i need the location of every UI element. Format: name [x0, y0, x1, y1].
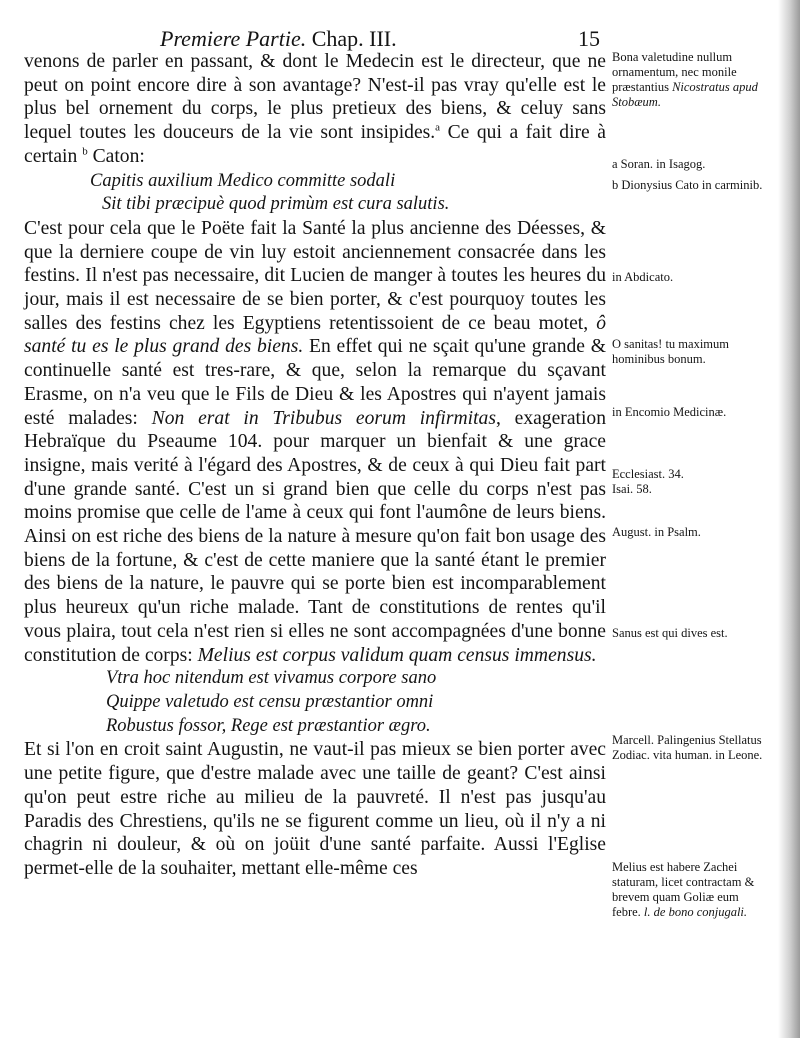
- main-text: [24, 50, 606, 881]
- paragraph-2: [24, 217, 606, 667]
- margin-note-4: in Abdicato.: [612, 270, 674, 284]
- paragraph-2-italic-motet: ô santé tu es le plus grand des biens.: [24, 312, 606, 358]
- margin-note-10: Marcell. Palingenius Stellatus Zodiac. vita human. in Leone.: [612, 733, 763, 762]
- margin-note-2: a Soran. in Isagog.: [612, 157, 706, 171]
- paragraph-3: Et si l'on en croit saint Augustin, ne vaut-il pas mieux se bien porter avec une petite figure, que d'estre malade avec une taille de geant? C'est ainsi qu'on peut estre riche au milieu de la pauvreté. Il n'est pas jusqu'au Paradis des Chrestiens, qu'ils ne se figurent comme un lieu, où il n'y a ni chagrin ni douleur, & où on joüit d'une santé parfaite. Aussi l'Eglise permet-elle de la souhaiter, mettant elle-même ces: [24, 739, 606, 879]
- header-chapter: Chap. III.: [311, 26, 397, 51]
- margin-note-7-line-2: Isai. 58.: [612, 482, 652, 496]
- margin-note-11: [612, 860, 768, 920]
- latin-quote-line-1: Capitis auxilium Medico committe sodali: [90, 170, 396, 191]
- paragraph-1-text: venons de parler en passant, & dont le Medecin est le directeur, que ne peut on point encore dire à son avantage? N'est-il pas vray qu'elle est le plus bel ornement du corps, le plus pretieux des biens, & celuy sans lequel toutes les douceurs de la vie sont insipides.: [24, 51, 606, 144]
- paragraph-2-text-c: , exageration Hebraïque du Pseaume 104. pour marquer un bienfait & une grace insigne, mais verité à l'égard des Apostres, & de ceux à qui Dieu fait part d'une grande santé. C'est un si grand bien que celle du corps n'est pas moins promise que celle de l'ame à ceux qui font l'aumône de leurs biens. Ainsi on est riche des biens de la nature à mesure qu'on fait bon usage des biens de la fortune, & c'est de cette maniere que la santé étant le premier des biens de la nature, le pauvre qui se porte bien est incomparablement plus heureux qu'un riche malade. Tant de constitutions de rentes qu'il vous plaira, tout cela n'est rien si elles ne sont accompagnées d'une bonne constitution de corps:: [24, 407, 607, 666]
- header-part: Premiere Partie.: [160, 26, 307, 51]
- verse-line-2: Quippe valetudo est censu præstantior omni: [106, 691, 434, 712]
- latin-quote-line-2: Sit tibi præcipuè quod primùm est cura salutis.: [102, 194, 450, 215]
- margin-note-1: [612, 50, 768, 110]
- page-gutter-shadow: [778, 0, 800, 1038]
- margin-note-11-source: l. de bono conjugali.: [643, 905, 748, 919]
- verse-line-3: Robustus fossor, Rege est præstantior ægro.: [106, 715, 431, 736]
- paragraph-2-italic-psalm: Non erat in Tribubus eorum infirmitas: [151, 407, 496, 429]
- margin-note-7-line-1: Ecclesiast. 34.: [612, 467, 684, 481]
- page-number: 15: [578, 26, 600, 51]
- margin-note-3: b Dionysius Cato in carminib.: [612, 178, 763, 192]
- paragraph-1-mid: Ce qui a fait dire à certain: [24, 122, 606, 167]
- margin-note-8: August. in Psalm.: [612, 525, 701, 539]
- paragraph-2-text-a: C'est pour cela que le Poëte fait la Santé la plus ancienne des Déesses, & que la derniere coupe de vin luy estoit anciennement consacrée dans les festins. Il n'est pas necessaire, dit Lucien de manger à toutes les heures du jour, mais il est necessaire de se bien porter, & c'est pourquoy toutes les salles des festins chez les Egyptiens retentissoient de ce beau motet,: [24, 217, 606, 334]
- footnote-ref-b: b: [82, 145, 88, 158]
- paragraph-1-end: Caton:: [87, 145, 145, 167]
- footnote-ref-a: a: [435, 121, 441, 134]
- margin-note-1-source: Nicostratus apud Stobæum.: [612, 80, 758, 109]
- margin-note-6: in Encomio Medicinæ.: [612, 405, 727, 419]
- margin-note-11-text: Melius est habere Zachei staturam, licet contractam & brevem quam Goliæ eum febre.: [612, 860, 755, 919]
- paragraph-2-text-b: En effet qui ne sçait qu'une grande & continuelle santé est tres-rare, & que, selon la remarque du sçavant Erasme, on n'a veu que le Fils de Dieu & les Apostres qui n'ayent jamais esté malades:: [24, 336, 607, 429]
- margin-note-7: [612, 467, 768, 497]
- paragraph-1: [24, 50, 606, 169]
- margin-note-9: Sanus est qui dives est.: [612, 626, 728, 640]
- verse-line-1: Vtra hoc nitendum est vivamus corpore sano: [106, 668, 437, 689]
- margin-note-5: O sanitas! tu maximum hominibus bonum.: [612, 337, 729, 366]
- margin-note-1-text: Bona valetudine nullum ornamentum, nec monile præstantius: [612, 50, 737, 94]
- paragraph-2-italic-melius: Melius est corpus validum quam census immensus.: [197, 644, 597, 666]
